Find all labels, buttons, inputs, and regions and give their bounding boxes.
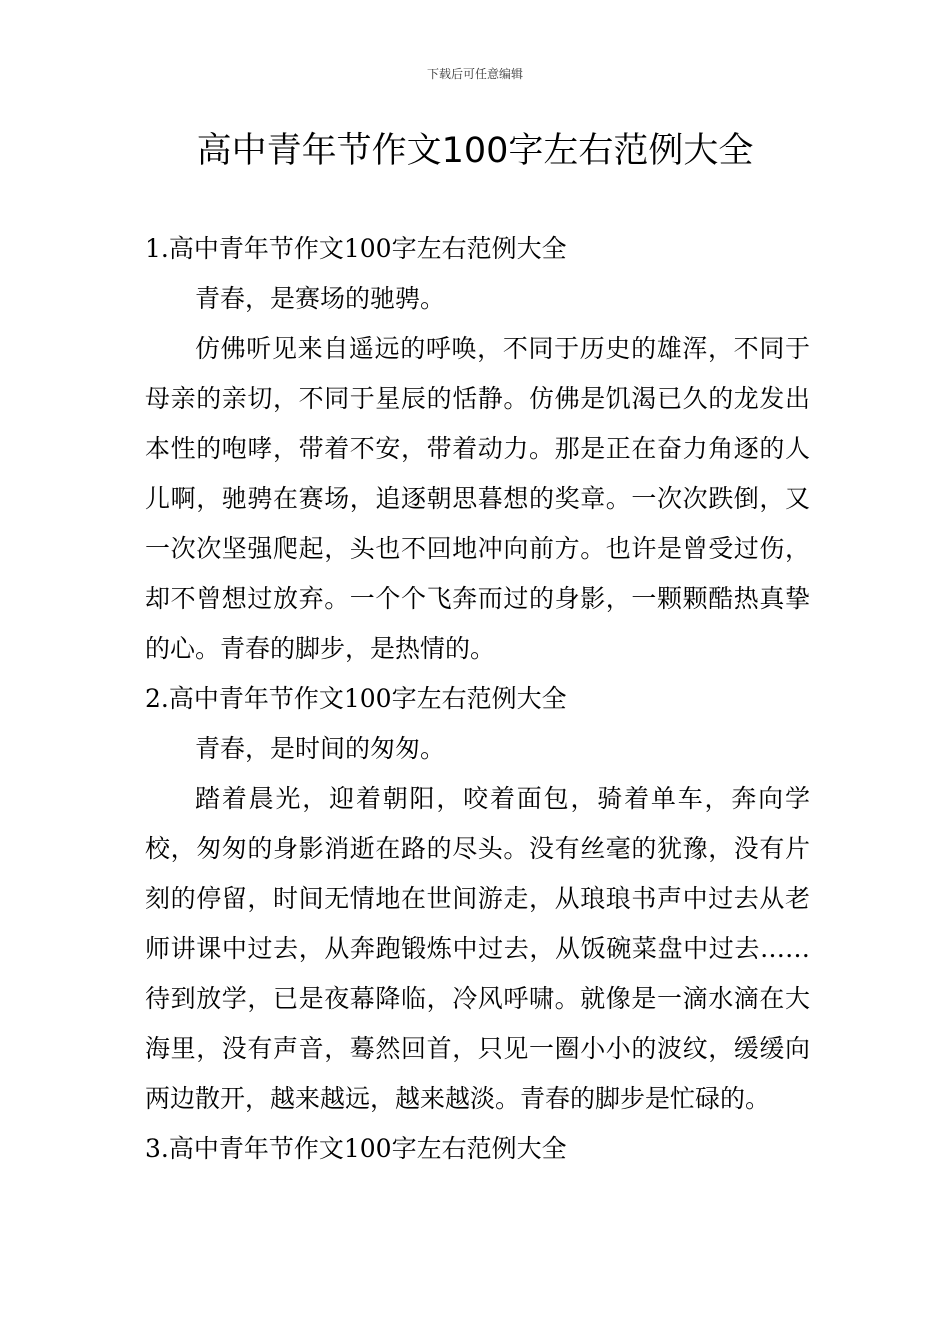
document-body [145, 224, 810, 1174]
document-title: 高中青年节作文100字左右范例大全 [196, 131, 754, 171]
paragraph: 青春，是赛场的驰骋。 [195, 284, 446, 313]
paragraph: 仿佛听见来自遥远的呼唤，不同于历史的雄浑，不同于母亲的亲切，不同于星辰的恬静。仿佛是饥渴已久的龙发出本性的咆哮，带着不安，带着动力。那是正在奋力角逐的人儿啊，驰骋在赛场，追逐朝思暮想的奖章。一次次跌倒，又一次次坚强爬起，头也不回地冲向前方。也许是曾受过伤，却不曾想过放弃。一个个飞奔而过的身影，一颗颗酷热真挚的心。青春的脚步，是热情的。 [145, 334, 810, 663]
section-heading: 3.高中青年节作文100字左右范例大全 [145, 1134, 567, 1163]
paragraph: 踏着晨光，迎着朝阳，咬着面包，骑着单车，奔向学校，匆匆的身影消逝在路的尽头。没有丝毫的犹豫，没有片刻的停留，时间无情地在世间游走，从琅琅书声中过去从老师讲课中过去，从奔跑锻炼中过去，从饭碗菜盘中过去……待到放学，已是夜幕降临，冷风呼啸。就像是一滴水滴在大海里，没有声音，蓦然回首，只见一圈小小的波纹，缓缓向两边散开，越来越远，越来越淡。青春的脚步是忙碌的。 [145, 784, 810, 1113]
section-heading: 2.高中青年节作文100字左右范例大全 [145, 684, 567, 713]
section-heading: 1.高中青年节作文100字左右范例大全 [145, 234, 567, 263]
paragraph: 青春，是时间的匆匆。 [195, 734, 446, 763]
section-1 [145, 224, 810, 674]
section-2 [145, 674, 810, 1124]
header-note: 下载后可任意编辑 [426, 67, 523, 81]
section-3 [145, 1124, 810, 1174]
